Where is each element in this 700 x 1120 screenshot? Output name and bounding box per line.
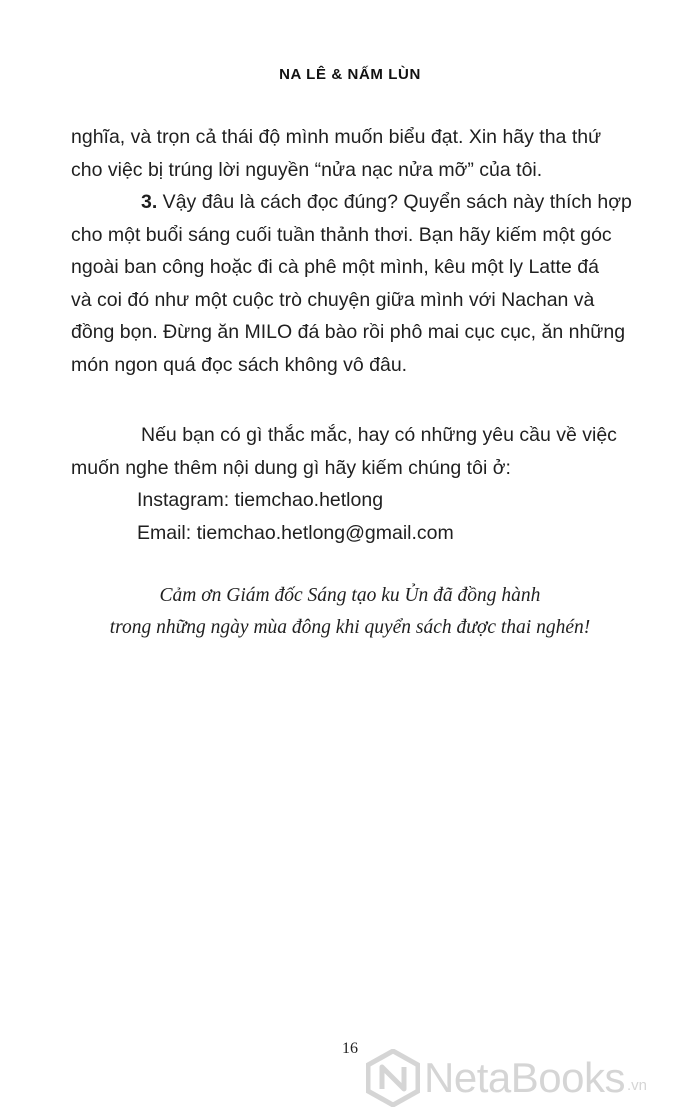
- text-line: nghĩa, và trọn cả thái độ mình muốn biểu đạt. Xin hãy tha thứ: [71, 126, 602, 148]
- watermark-brand: NetaBooks: [424, 1054, 625, 1101]
- page-number: 16: [342, 1040, 358, 1057]
- text-line: ngoài ban công hoặc đi cà phê một mình, kêu một ly Latte đá: [71, 256, 599, 278]
- netabooks-logo-icon: [366, 1049, 420, 1107]
- paragraph-contact-intro: [71, 419, 646, 484]
- text-line: [71, 186, 646, 219]
- watermark: [366, 1048, 647, 1108]
- item-number: 3.: [141, 191, 158, 213]
- text-line: và coi đó như một cuộc trò chuyện giữa mình với Nachan và: [71, 288, 595, 311]
- text-line: đồng bọn. Đừng ăn MILO đá bào rồi phô mai cục cục, ăn những: [71, 321, 626, 343]
- text-line: muốn nghe thêm nội dung gì hãy kiếm chúng tôi ở:: [71, 456, 511, 479]
- text-line: món ngon quá đọc sách không vô đâu.: [71, 353, 408, 376]
- text-fragment: Vậy đâu là cách đọc đúng? Quyển sách này thích hợp: [157, 191, 632, 213]
- instagram-handle: Instagram: tiemchao.hetlong: [137, 489, 384, 511]
- text-line: cho việc bị trúng lời nguyền “nửa nạc nửa mỡ” của tôi.: [71, 158, 543, 181]
- paragraph-reading-advice: [71, 186, 646, 381]
- email-address: Email: tiemchao.hetlong@gmail.com: [137, 521, 454, 544]
- acknowledgement: [0, 580, 700, 644]
- text-line: Cảm ơn Giám đốc Sáng tạo ku Ủn đã đồng hành: [159, 585, 541, 606]
- running-header: NA LÊ & NẤM LÙN: [279, 66, 421, 83]
- text-line: cho một buổi sáng cuối tuần thảnh thơi. Bạn hãy kiếm một góc: [71, 223, 612, 246]
- text-line: trong những ngày mùa đông khi quyển sách được thai nghén!: [109, 617, 591, 638]
- contact-block: [71, 484, 646, 549]
- paragraph-continuation: [71, 121, 646, 186]
- text-line: Nếu bạn có gì thắc mắc, hay có những yêu cầu về việc: [141, 424, 617, 446]
- watermark-suffix: .vn: [626, 1077, 647, 1094]
